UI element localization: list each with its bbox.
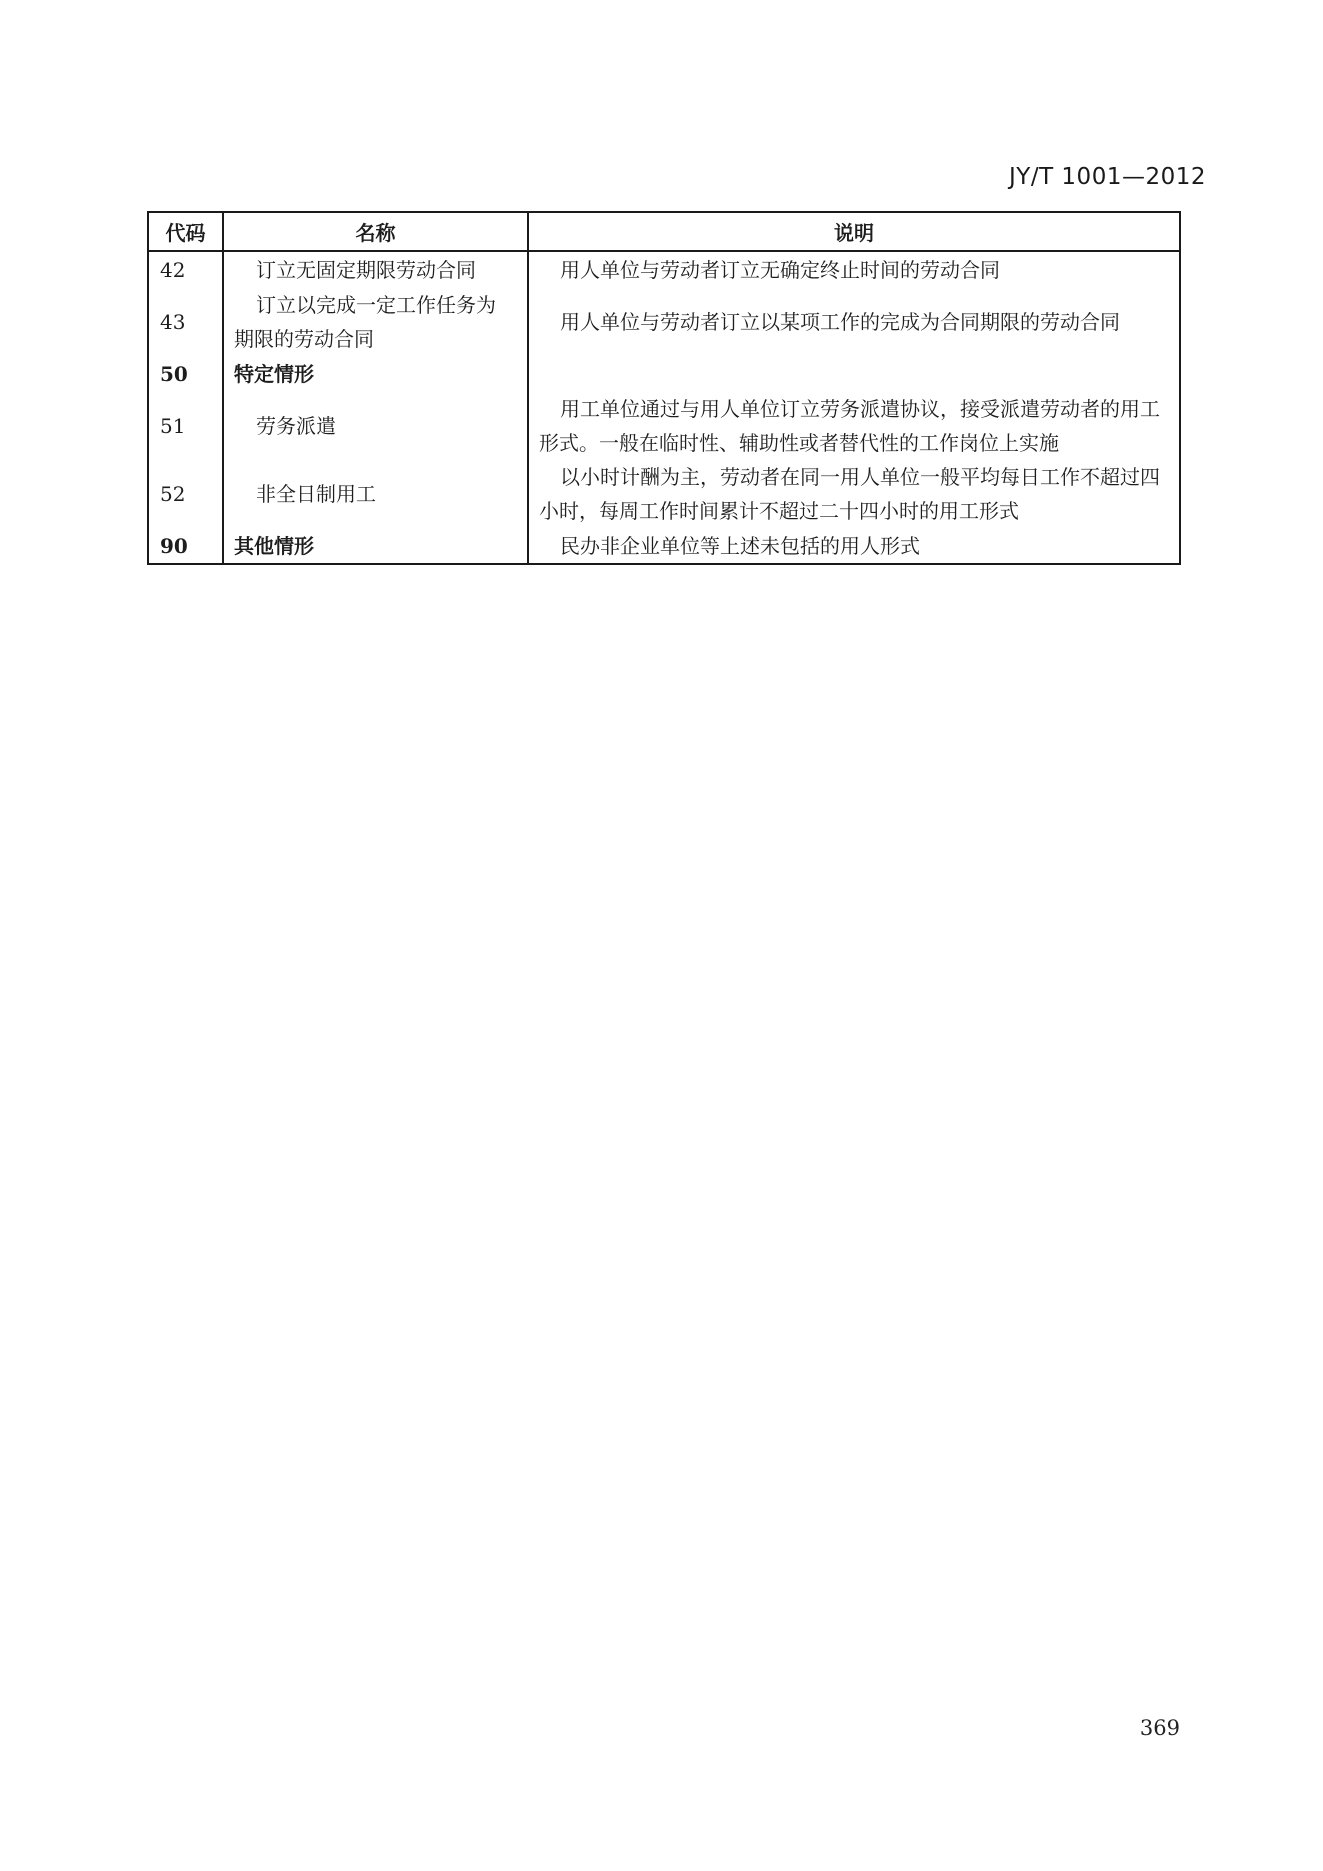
- desc-cell: 用工单位通过与用人单位订立劳务派遣协议，接受派遣劳动者的用工形式。一般在临时性、辅助性或者替代性的工作岗位上实施: [528, 391, 1180, 460]
- desc-cell: 用人单位与劳动者订立以某项工作的完成为合同期限的劳动合同: [528, 287, 1180, 357]
- code-cell: 50: [160, 362, 188, 386]
- page-number: 369: [1139, 1716, 1180, 1740]
- name-cell: 非全日制用工: [223, 460, 528, 528]
- table-row-category: [148, 357, 1180, 391]
- name-cell: 订立以完成一定工作任务为期限的劳动合同: [223, 287, 528, 357]
- name-cell: 劳务派遣: [223, 391, 528, 460]
- header-cell-name: 名称: [223, 212, 528, 251]
- table-row-category: [148, 528, 1180, 564]
- desc-cell: 民办非企业单位等上述未包括的用人形式: [528, 528, 1180, 564]
- name-cell: 订立无固定期限劳动合同: [223, 251, 528, 287]
- code-cell: 43: [160, 310, 186, 334]
- codes-table: [147, 211, 1181, 565]
- table-row: [148, 391, 1180, 460]
- header-cell-code: 代码: [148, 212, 223, 251]
- header-cell-desc: 说明: [528, 212, 1180, 251]
- code-cell: 90: [160, 533, 188, 558]
- table-row: [148, 251, 1180, 287]
- desc-cell: [528, 357, 1180, 391]
- standard-number-header: JY/T 1001—2012: [1008, 164, 1206, 190]
- name-cell: 特定情形: [223, 357, 528, 391]
- table-header-row: [148, 212, 1180, 251]
- code-cell: 51: [160, 413, 186, 438]
- table-row: [148, 287, 1180, 357]
- code-cell: 42: [160, 257, 186, 282]
- name-cell: 其他情形: [223, 528, 528, 564]
- desc-cell: 用人单位与劳动者订立无确定终止时间的劳动合同: [528, 251, 1180, 287]
- table-row: [148, 460, 1180, 528]
- code-cell: 52: [160, 482, 186, 506]
- desc-cell: 以小时计酬为主，劳动者在同一用人单位一般平均每日工作不超过四小时，每周工作时间累计不超过二十四小时的用工形式: [528, 460, 1180, 528]
